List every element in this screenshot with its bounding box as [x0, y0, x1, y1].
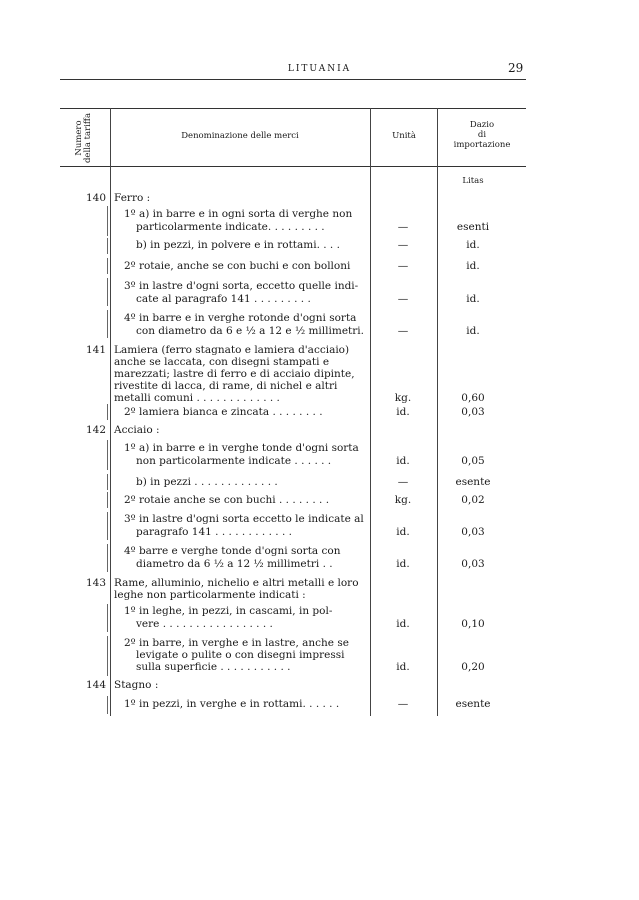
duty-value: id.	[466, 293, 480, 305]
column-header-number: Numero della tariffa	[74, 112, 93, 164]
sub-bracket	[107, 696, 108, 714]
category-title: Stagno :	[114, 679, 159, 691]
item-line: Lamiera (ferro stagnato e lamiera d'acciaio)	[114, 344, 350, 356]
item-line: cate al paragrafo 141 . . . . . . . . .	[136, 293, 311, 305]
duty-value: id.	[466, 325, 480, 337]
item-line: 1º a) in barre e in verghe tonde d'ogni sorta	[124, 442, 359, 454]
duty-value: 0,03	[461, 558, 485, 570]
item-line: non particolarmente indicate . . . . . .	[136, 455, 332, 467]
duty-value: id.	[466, 239, 480, 251]
unit-value: —	[397, 239, 409, 251]
item-line: 2º lamiera bianca e zincata . . . . . . . .	[124, 406, 323, 418]
unit-value: id.	[396, 661, 410, 673]
duty-value: 0,03	[461, 406, 485, 418]
sub-bracket	[107, 238, 108, 254]
item-line: 2º rotaie anche se con buchi . . . . . . . .	[124, 494, 330, 506]
item-line: diametro da 6 ½ a 12 ½ millimetri . .	[136, 558, 333, 570]
sub-bracket	[107, 310, 108, 338]
sub-bracket	[107, 544, 108, 572]
sub-bracket	[107, 440, 108, 470]
item-line: 3º in lastre d'ogni sorta eccetto le indicate al	[124, 513, 364, 525]
duty-value: 0,03	[461, 526, 485, 538]
table-header-rule	[60, 166, 526, 167]
unit-value: —	[397, 293, 409, 305]
item-line: 3º in lastre d'ogni sorta, eccetto quelle indi-	[124, 280, 359, 292]
item-line: 2º in barre, in verghe e in lastre, anche se	[124, 637, 349, 649]
sub-bracket	[107, 278, 108, 306]
sub-bracket	[107, 474, 108, 490]
page-number: 29	[508, 61, 524, 75]
item-line: leghe non particolarmente indicati :	[114, 589, 306, 601]
tariff-number: 142	[85, 424, 106, 436]
duty-value: 0,02	[461, 494, 485, 506]
sub-bracket	[107, 636, 108, 676]
tariff-number: 140	[85, 192, 106, 204]
currency-label: Litas	[462, 176, 484, 186]
column-header-unit: Unità	[392, 131, 416, 141]
item-line: rivestite di lacca, di rame, di nichel e altri	[114, 380, 338, 392]
item-line: 2º rotaie, anche se con buchi e con bolloni	[124, 260, 351, 272]
sub-bracket	[107, 604, 108, 632]
duty-value: 0,60	[461, 392, 485, 404]
item-line: marezzati; lastre di ferro e di acciaio dipinte,	[114, 368, 355, 380]
duty-value: 0,20	[461, 661, 485, 673]
unit-value: kg.	[394, 392, 412, 404]
unit-value: id.	[396, 526, 410, 538]
item-line: vere . . . . . . . . . . . . . . . . .	[136, 618, 273, 630]
unit-value: —	[397, 325, 409, 337]
item-line: Rame, alluminio, nichelio e altri metalli e loro	[114, 577, 359, 589]
column-header-description: Denominazione delle merci	[181, 131, 299, 141]
unit-value: —	[397, 476, 409, 488]
unit-value: id.	[396, 455, 410, 467]
column-header-duty: Dazio di importazione	[453, 120, 511, 150]
duty-value: esente	[455, 476, 491, 488]
unit-value: —	[397, 698, 409, 710]
running-header: LITUANIA	[287, 64, 352, 74]
unit-value: id.	[396, 406, 410, 418]
duty-value: id.	[466, 260, 480, 272]
item-line: sulla superficie . . . . . . . . . . .	[136, 661, 291, 673]
sub-bracket	[107, 258, 108, 274]
item-line: 1º in pezzi, in verghe e in rottami. . . . . .	[124, 698, 340, 710]
column-divider-number	[110, 108, 111, 716]
header-rule	[60, 79, 526, 80]
item-line: particolarmente indicate. . . . . . . . .	[136, 221, 325, 233]
table-top-rule	[60, 108, 526, 109]
item-line: 1º a) in barre e in ogni sorta di verghe non	[124, 208, 353, 220]
unit-value: kg.	[394, 494, 412, 506]
item-line: metalli comuni . . . . . . . . . . . . .	[114, 392, 280, 404]
tariff-number: 144	[85, 679, 106, 691]
category-title: Ferro :	[114, 192, 151, 204]
item-line: 4º in barre e in verghe rotonde d'ogni sorta	[124, 312, 357, 324]
item-line: con diametro da 6 e ½ a 12 e ½ millimetri.	[136, 325, 364, 337]
unit-value: id.	[396, 558, 410, 570]
item-line: paragrafo 141 . . . . . . . . . . . .	[136, 526, 292, 538]
duty-value: esente	[455, 698, 491, 710]
item-line: 1º in leghe, in pezzi, in cascami, in pol-	[124, 605, 333, 617]
tariff-number: 141	[85, 344, 106, 356]
column-divider-description	[370, 108, 371, 716]
tariff-number: 143	[85, 577, 106, 589]
column-divider-unit	[437, 108, 438, 716]
sub-bracket	[107, 404, 108, 420]
sub-bracket	[107, 492, 108, 508]
unit-value: id.	[396, 618, 410, 630]
item-line: levigate o pulite o con disegni impressi	[136, 649, 345, 661]
item-line: b) in pezzi . . . . . . . . . . . . .	[136, 476, 278, 488]
duty-value: 0,05	[461, 455, 485, 467]
item-line: b) in pezzi, in polvere e in rottami. . . .	[136, 239, 340, 251]
category-title: Acciaio :	[114, 424, 160, 436]
sub-bracket	[107, 206, 108, 236]
duty-value: 0,10	[461, 618, 485, 630]
unit-value: —	[397, 260, 409, 272]
item-line: 4º barre e verghe tonde d'ogni sorta con	[124, 545, 341, 557]
unit-value: —	[397, 221, 409, 233]
sub-bracket	[107, 512, 108, 540]
item-line: anche se laccata, con disegni stampati e	[114, 356, 330, 368]
duty-value: esenti	[456, 221, 490, 233]
